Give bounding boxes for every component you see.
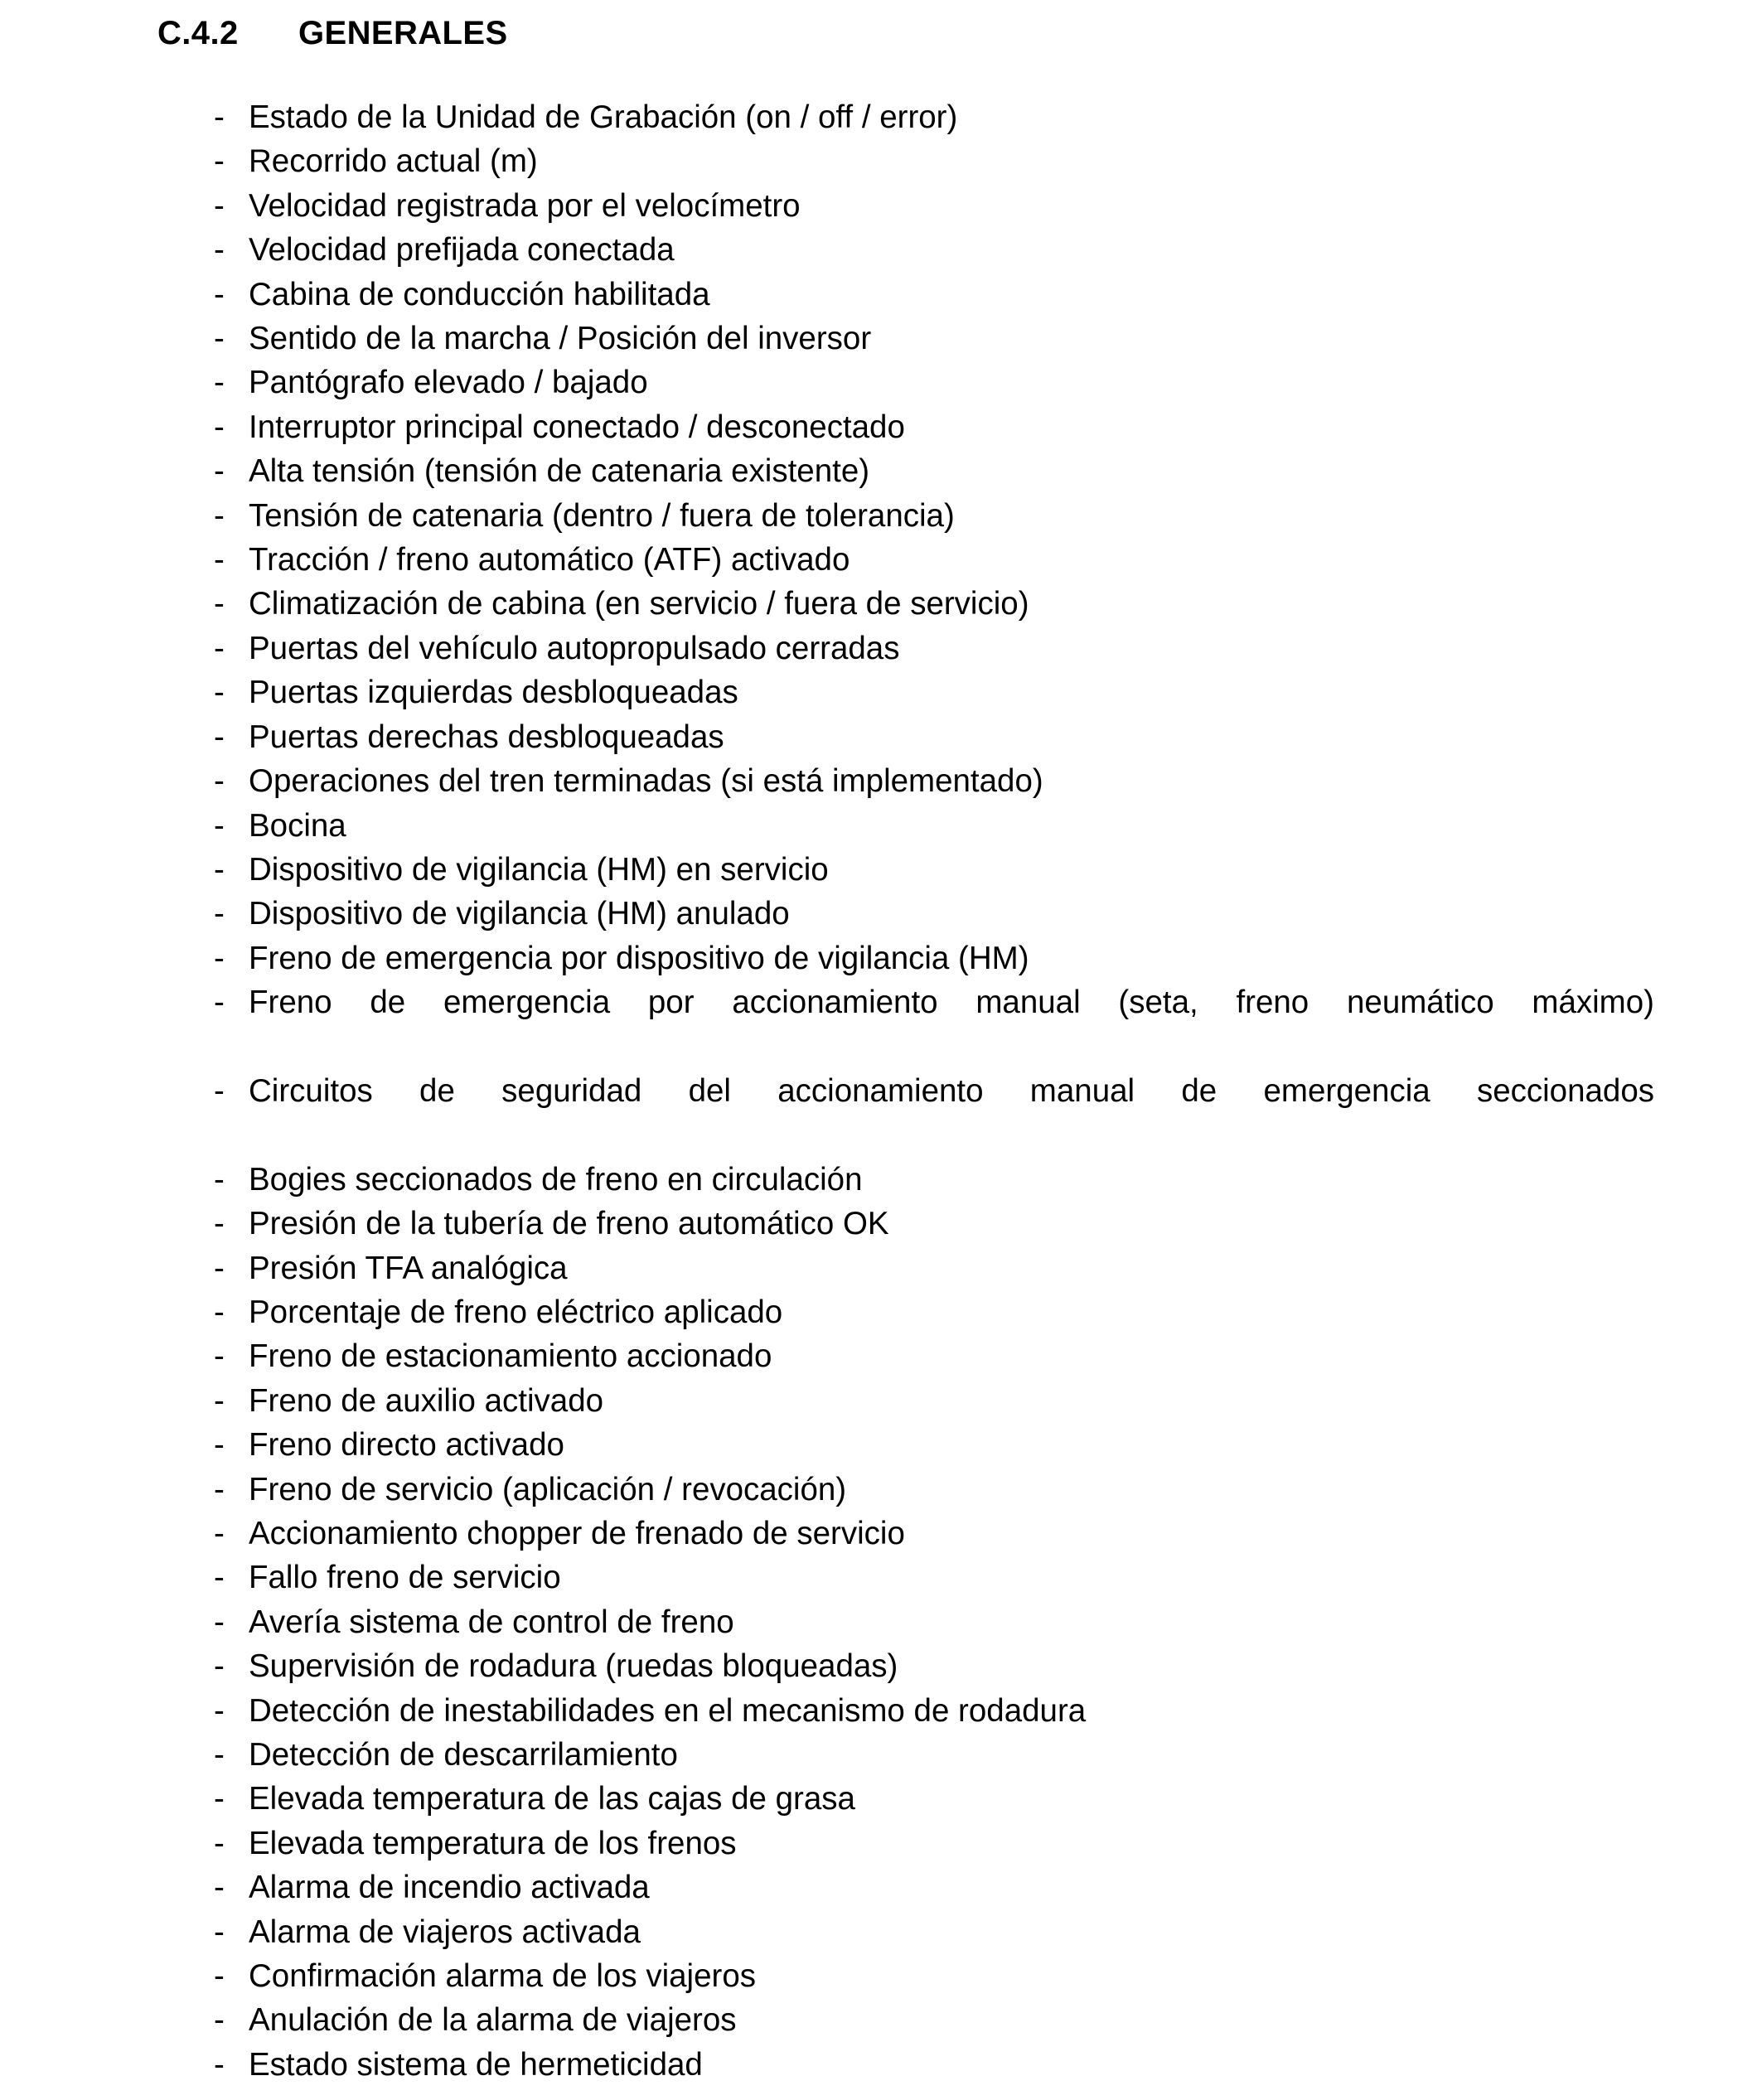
bullet-dash: - — [214, 1294, 225, 1330]
list-item-label: Detección de inestabilidades en el mecanismo de rodadura — [249, 1692, 1087, 1729]
list-item — [0, 360, 1762, 404]
list-item — [0, 494, 1762, 538]
bullet-dash: - — [214, 851, 225, 888]
list-item — [0, 2043, 1762, 2087]
bullet-dash: - — [214, 187, 225, 224]
list-item-label: Dispositivo de vigilancia (HM) anulado — [249, 896, 790, 932]
list-item-label: Fallo freno de servicio — [249, 1560, 561, 1596]
list-item — [0, 449, 1762, 493]
list-item-label: Velocidad prefijada conectada — [249, 232, 675, 269]
bullet-dash: - — [214, 1471, 225, 1507]
bullet-dash: - — [214, 1072, 225, 1109]
bullet-dash: - — [214, 1382, 225, 1419]
list-item — [0, 1468, 1762, 1512]
bullet-dash: - — [214, 675, 225, 711]
list-item — [0, 538, 1762, 582]
list-item — [0, 892, 1762, 936]
list-item-label: Interruptor principal conectado / desconectado — [249, 409, 905, 445]
section-title: GENERALES — [298, 15, 508, 51]
list-item-label: Bogies seccionados de freno en circulación — [249, 1161, 863, 1198]
bullet-dash: - — [214, 321, 225, 357]
bullet-dash: - — [214, 1161, 225, 1198]
bullet-dash: - — [214, 2002, 225, 2039]
bullet-dash: - — [214, 497, 225, 534]
list-item — [0, 582, 1762, 626]
bullet-dash: - — [214, 276, 225, 312]
bullet-dash: - — [214, 453, 225, 490]
list-item-label: Recorrido actual (m) — [249, 143, 538, 180]
list-item — [0, 1998, 1762, 2042]
list-item-label: Freno de estacionamiento accionado — [249, 1338, 772, 1375]
bullet-dash: - — [214, 586, 225, 622]
list-item-label: Puertas izquierdas desbloqueadas — [249, 675, 738, 711]
list-item — [0, 1202, 1762, 1246]
list-item — [0, 759, 1762, 803]
list-item-label: Presión de la tubería de freno automático OK — [249, 1206, 889, 1242]
list-item — [0, 1910, 1762, 1954]
list-item-label: Confirmación alarma de los viajeros — [249, 1958, 756, 1995]
list-item-label: Freno de emergencia por accionamiento manual (seta, freno neumático máximo) — [249, 985, 1654, 1021]
list-item — [0, 1158, 1762, 1202]
list-item — [0, 273, 1762, 317]
list-item-label: Operaciones del tren terminadas (si está implementado) — [249, 763, 1043, 800]
list-item — [0, 1954, 1762, 1998]
list-item-label: Freno de auxilio activado — [249, 1382, 604, 1419]
bullet-dash: - — [214, 1825, 225, 1861]
list-item-label: Tracción / freno automático (ATF) activado — [249, 542, 850, 578]
list-item-label: Avería sistema de control de freno — [249, 1604, 734, 1640]
section-number: C.4.2 — [157, 15, 239, 51]
list-item-label: Estado de la Unidad de Grabación (on / off / error) — [249, 99, 958, 135]
bullet-dash: - — [214, 1338, 225, 1375]
bullet-dash: - — [214, 807, 225, 844]
bullet-dash: - — [214, 1692, 225, 1729]
list-item-label: Alarma de viajeros activada — [249, 1914, 641, 1950]
list-item-label: Climatización de cabina (en servicio / fuera de servicio) — [249, 586, 1029, 622]
list-item — [0, 670, 1762, 714]
list-item-label: Freno de emergencia por dispositivo de vigilancia (HM) — [249, 940, 1029, 976]
list-item — [0, 228, 1762, 272]
bullet-dash: - — [214, 630, 225, 666]
list-item-label: Velocidad registrada por el velocímetro — [249, 187, 801, 224]
list-item — [0, 1423, 1762, 1467]
list-item-label: Accionamiento chopper de frenado de servicio — [249, 1516, 905, 1551]
bullet-dash: - — [214, 940, 225, 976]
bullet-dash: - — [214, 409, 225, 445]
bullet-dash: - — [214, 1648, 225, 1685]
list-item-label: Dispositivo de vigilancia (HM) en servicio — [249, 851, 829, 888]
bullet-dash: - — [214, 1604, 225, 1640]
list-item-label: Supervisión de rodadura (ruedas bloqueadas) — [249, 1648, 898, 1685]
list-item — [0, 715, 1762, 759]
list-item — [0, 1379, 1762, 1423]
list-item-label: Freno de servicio (aplicación / revocación) — [249, 1471, 847, 1507]
list-item-label: Puertas derechas desbloqueadas — [249, 719, 724, 755]
list-item-label: Presión TFA analógica — [249, 1250, 568, 1286]
bullet-dash: - — [214, 1250, 225, 1286]
list-item — [0, 1733, 1762, 1777]
list-item — [0, 1822, 1762, 1865]
list-item-label: Alta tensión (tensión de catenaria existente) — [249, 453, 870, 490]
bullet-dash: - — [214, 763, 225, 800]
list-item-label: Estado sistema de hermeticidad — [249, 2046, 703, 2083]
section-heading — [0, 0, 1762, 52]
list-item-label: Freno directo activado — [249, 1427, 564, 1464]
list-item — [0, 936, 1762, 980]
list-item — [0, 627, 1762, 670]
bullet-list — [0, 52, 1762, 2087]
list-item — [0, 848, 1762, 892]
list-item — [0, 1644, 1762, 1688]
list-item — [0, 1556, 1762, 1599]
list-item-label: Bocina — [249, 807, 346, 844]
bullet-dash: - — [214, 1560, 225, 1596]
list-item-label: Sentido de la marcha / Posición del inversor — [249, 321, 872, 357]
bullet-dash: - — [214, 719, 225, 755]
list-item — [0, 95, 1762, 139]
list-item — [0, 317, 1762, 360]
list-item-label: Pantógrafo elevado / bajado — [249, 365, 648, 401]
list-item-label: Elevada temperatura de las cajas de grasa — [249, 1781, 855, 1817]
bullet-dash: - — [214, 365, 225, 401]
bullet-dash: - — [214, 1427, 225, 1464]
list-item-label: Anulación de la alarma de viajeros — [249, 2002, 737, 2039]
list-item — [0, 1600, 1762, 1644]
list-item-label: Porcentaje de freno eléctrico aplicado — [249, 1294, 783, 1330]
bullet-dash: - — [214, 1958, 225, 1995]
bullet-dash: - — [214, 1206, 225, 1242]
list-item — [0, 139, 1762, 183]
bullet-dash: - — [214, 985, 225, 1021]
list-item — [0, 1069, 1762, 1158]
bullet-dash: - — [214, 99, 225, 135]
list-item — [0, 1246, 1762, 1290]
bullet-dash: - — [214, 1516, 225, 1551]
list-item-label: Cabina de conducción habilitada — [249, 276, 710, 312]
bullet-dash: - — [214, 232, 225, 269]
list-item — [0, 1865, 1762, 1909]
list-item — [0, 804, 1762, 848]
list-item-label: Puertas del vehículo autopropulsado cerradas — [249, 630, 900, 666]
list-item — [0, 1777, 1762, 1821]
list-item — [0, 184, 1762, 228]
list-item — [0, 405, 1762, 449]
bullet-dash: - — [214, 542, 225, 578]
list-item-label: Circuitos de seguridad del accionamiento manual de emergencia seccionados — [249, 1072, 1654, 1109]
list-item-label: Alarma de incendio activada — [249, 1870, 650, 1906]
bullet-dash: - — [214, 1870, 225, 1906]
list-item — [0, 1334, 1762, 1378]
list-item — [0, 1689, 1762, 1733]
list-item — [0, 1512, 1762, 1556]
list-item — [0, 1290, 1762, 1334]
bullet-dash: - — [214, 1781, 225, 1817]
list-item-label: Elevada temperatura de los frenos — [249, 1825, 737, 1861]
bullet-dash: - — [214, 2046, 225, 2083]
list-item — [0, 980, 1762, 1069]
bullet-dash: - — [214, 1737, 225, 1773]
bullet-dash: - — [214, 1914, 225, 1950]
bullet-dash: - — [214, 896, 225, 932]
bullet-dash: - — [214, 143, 225, 180]
list-item-label: Tensión de catenaria (dentro / fuera de tolerancia) — [249, 497, 955, 534]
list-item-label: Detección de descarrilamiento — [249, 1737, 678, 1773]
